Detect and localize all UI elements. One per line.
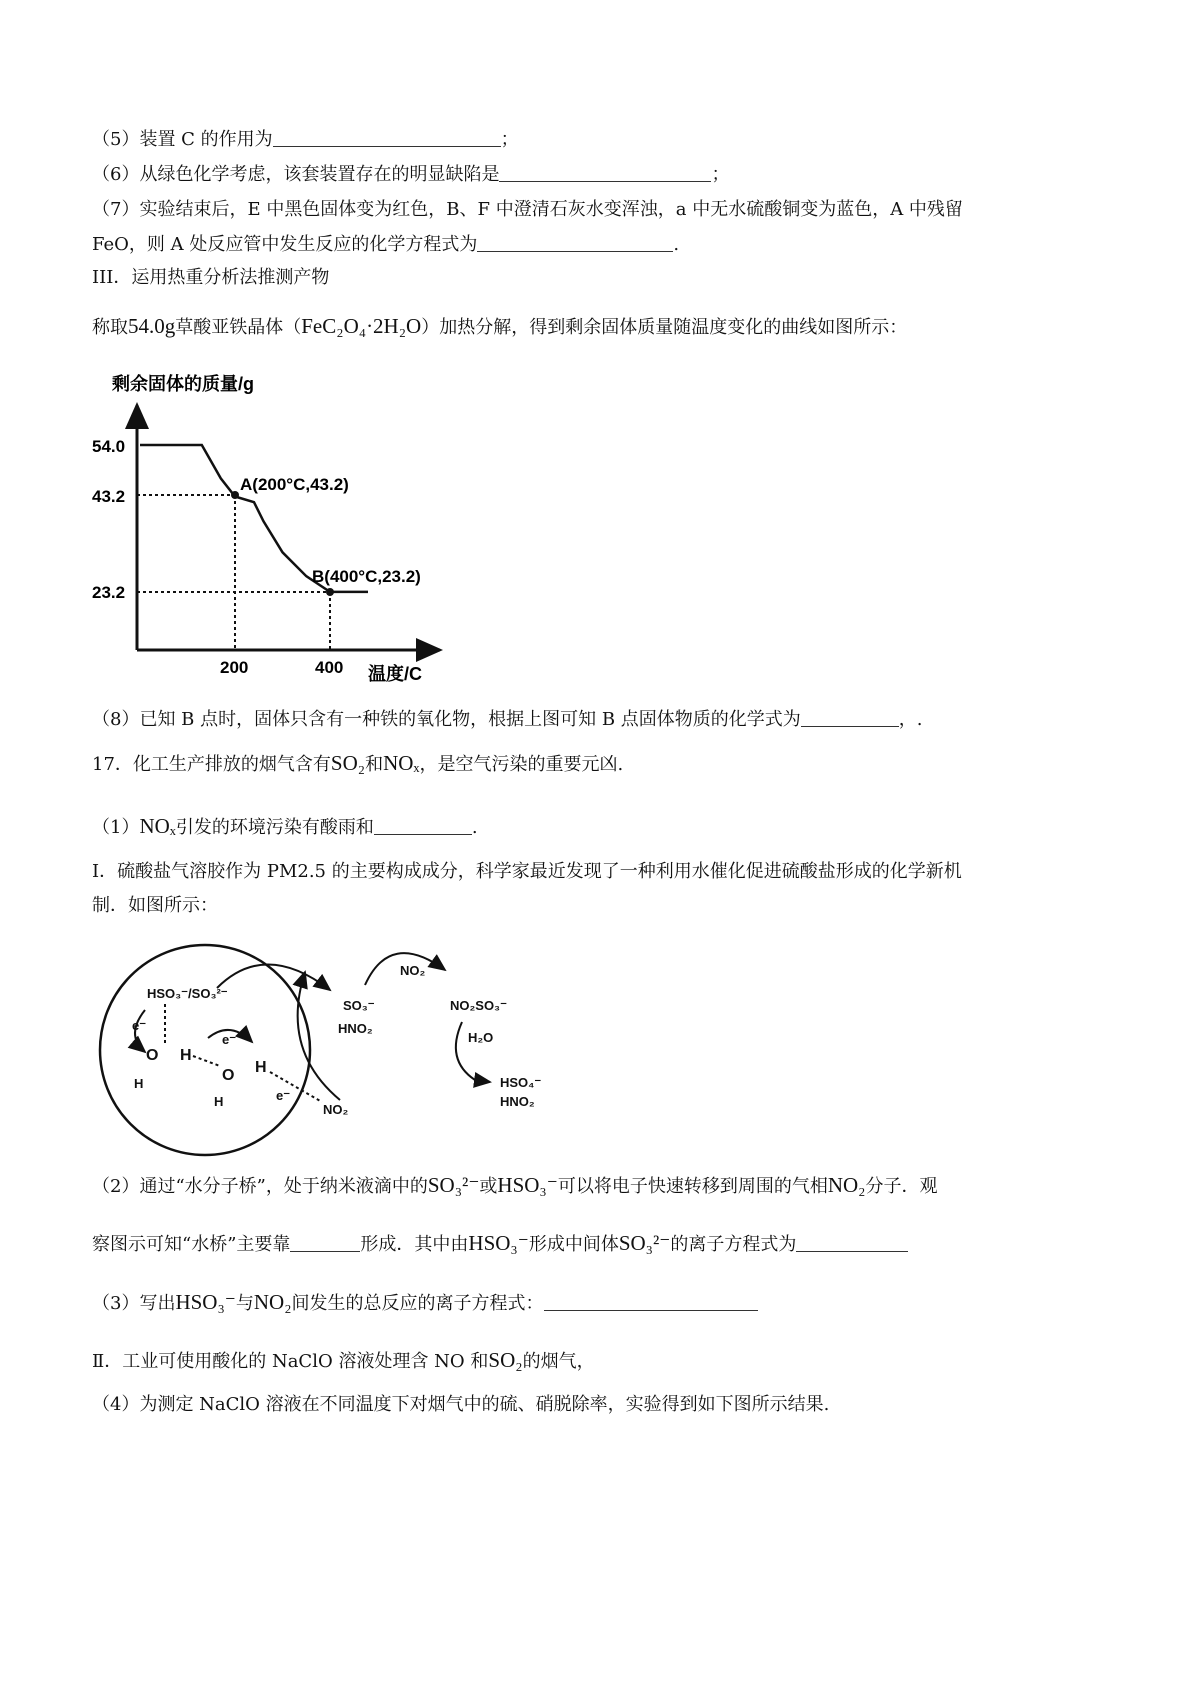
q2-text: 察图示可知“水桥”主要靠 [92, 1234, 291, 1255]
section-2-heading [92, 1348, 595, 1374]
tga-chart [0, 360, 520, 700]
intro-text [92, 314, 907, 340]
answer-blank[interactable] [477, 233, 673, 252]
label-no2so3: NO₂SO₃⁻ [450, 998, 507, 1013]
q2-text: 形成中间体 [528, 1234, 619, 1255]
answer-blank[interactable] [801, 708, 899, 727]
sec2-text: 的烟气， [522, 1351, 595, 1372]
label-hno2: HNO₂ [338, 1021, 373, 1036]
label-so3: SO₃⁻ [343, 998, 375, 1013]
answer-blank[interactable] [499, 163, 711, 182]
question-17 [92, 751, 623, 777]
intro-mid: 草酸亚铁晶体（ [175, 317, 302, 338]
section-1-line2: 制．如图所示： [92, 895, 218, 916]
y-axis-label: 剩余固体的质量/g [112, 374, 254, 394]
point-a-label: A(200°C,43.2) [240, 475, 349, 494]
q2-text: （2）通过“水分子桥”，处于纳米液滴中的 [92, 1176, 428, 1197]
answer-blank[interactable] [374, 816, 472, 835]
q17-and: 和 [365, 754, 384, 775]
droplet-circle [100, 945, 310, 1155]
intro-mass: 54.0g [128, 314, 176, 338]
formula-so2: SO₂ [330, 751, 366, 775]
label-h: H [214, 1094, 224, 1109]
q7-end: . [673, 234, 680, 255]
formula-nox: NOₓ [139, 814, 176, 838]
question-5 [92, 128, 519, 152]
q17-post: ，是空气污染的重要元凶. [419, 754, 624, 775]
intro-formula: FeC₂O₄·2H₂O [301, 314, 422, 338]
point-b [326, 588, 334, 596]
formula-hso3: HSO₃⁻ [468, 1231, 529, 1255]
intro-pre: 称取 [92, 317, 128, 338]
intro-post: ）加热分解，得到剩余固体质量随温度变化的曲线如图所示： [421, 317, 908, 338]
question-8 [92, 708, 923, 732]
section-1-line1: I．硫酸盐气溶胶作为 PM2.5 的主要构成成分，科学家最近发现了一种利用水催化促进硫酸盐形成的化学新机 [92, 861, 962, 882]
formula-nox: NOₓ [383, 751, 420, 775]
q17-1-post: 引发的环境污染有酸雨和 [175, 817, 374, 838]
point-a [231, 491, 239, 499]
question-17-1 [92, 814, 478, 840]
q17-1-pre: （1） [92, 817, 140, 838]
q2-text: 形成．其中由 [360, 1234, 469, 1255]
label-o: O [222, 1067, 235, 1084]
formula-hso3: HSO₃⁻ [175, 1290, 236, 1314]
x-tick: 200 [220, 658, 249, 677]
label-no2: NO₂ [400, 963, 426, 978]
q2-or: 或 [479, 1176, 498, 1197]
arrow [217, 964, 330, 990]
label-hso3-so3: HSO₃⁻/SO₃²⁻ [147, 986, 228, 1001]
q2-text: 的离子方程式为 [670, 1234, 797, 1255]
q8-text: （8）已知 B 点时，固体只含有一种铁的氧化物，根据上图可知 B 点固体物质的化学式为 [92, 709, 801, 730]
question-3 [92, 1290, 758, 1316]
sec2-text: Ⅱ．工业可使用酸化的 NaClO 溶液处理含 NO 和 [92, 1351, 489, 1372]
q5-end: ； [500, 129, 519, 150]
x-axis-label: 温度/C [368, 664, 422, 684]
answer-blank[interactable] [796, 1233, 908, 1252]
label-h2o: H₂O [468, 1030, 494, 1045]
y-tick: 23.2 [92, 583, 126, 602]
label-h: H [134, 1076, 144, 1091]
arrow [298, 972, 340, 1100]
label-electron: e⁻ [132, 1018, 147, 1033]
q17-1-end: . [471, 817, 478, 838]
answer-blank[interactable] [273, 128, 501, 147]
question-4: （4）为测定 NaClO 溶液在不同温度下对烟气中的硫、硝脱除率，实验得到如下图所示结果. [92, 1394, 830, 1415]
q2-text: 分子．观 [865, 1176, 938, 1197]
y-tick: 43.2 [92, 487, 126, 506]
mechanism-diagram [90, 930, 570, 1170]
q5-text: （5）装置 C 的作用为 [92, 129, 273, 150]
formula-so3: SO₃²⁻ [618, 1231, 671, 1255]
label-no2: NO₂ [323, 1102, 349, 1117]
section-3-heading: III．运用热重分析法推测产物 [92, 267, 330, 288]
question-7-line2 [92, 233, 679, 257]
q3-text: （3）写出 [92, 1293, 176, 1314]
question-2-line1 [92, 1173, 937, 1199]
answer-blank[interactable] [544, 1292, 758, 1311]
q3-text: 间发生的总反应的离子方程式： [291, 1293, 544, 1314]
label-o: O [146, 1047, 159, 1064]
q8-end: ，. [898, 709, 923, 730]
point-b-label: B(400°C,23.2) [312, 567, 421, 586]
hydrogen-bond [193, 1056, 220, 1066]
q3-text: 与 [235, 1293, 254, 1314]
label-hso4: HSO₄⁻ [500, 1075, 542, 1090]
q6-end: ； [711, 164, 730, 185]
label-h: H [180, 1047, 192, 1064]
label-electron: e⁻ [276, 1088, 291, 1103]
y-tick: 54.0 [92, 437, 126, 456]
formula-so3: SO₃²⁻ [427, 1173, 480, 1197]
label-hno2: HNO₂ [500, 1094, 535, 1109]
formula-no2: NO₂ [253, 1290, 292, 1314]
formula-so2: SO₂ [488, 1348, 523, 1372]
label-h: H [255, 1059, 267, 1076]
q2-text: 可以将电子快速转移到周围的气相 [557, 1176, 828, 1197]
q17-pre: 17．化工生产排放的烟气含有 [92, 754, 331, 775]
q6-text: （6）从绿色化学考虑，该套装置存在的明显缺陷是 [92, 164, 500, 185]
q7-text: FeO，则 A 处反应管中发生反应的化学方程式为 [92, 234, 478, 255]
question-6 [92, 163, 729, 187]
answer-blank[interactable] [290, 1233, 360, 1252]
formula-no2: NO₂ [827, 1173, 866, 1197]
label-electron: e⁻ [222, 1032, 237, 1047]
x-tick: 400 [315, 658, 344, 677]
question-2-line2 [92, 1231, 908, 1257]
formula-hso3: HSO₃⁻ [497, 1173, 558, 1197]
question-7-line1: （7）实验结束后，E 中黑色固体变为红色，B、F 中澄清石灰水变浑浊，a 中无水硫酸铜变为蓝色，A 中残留 [92, 199, 963, 220]
